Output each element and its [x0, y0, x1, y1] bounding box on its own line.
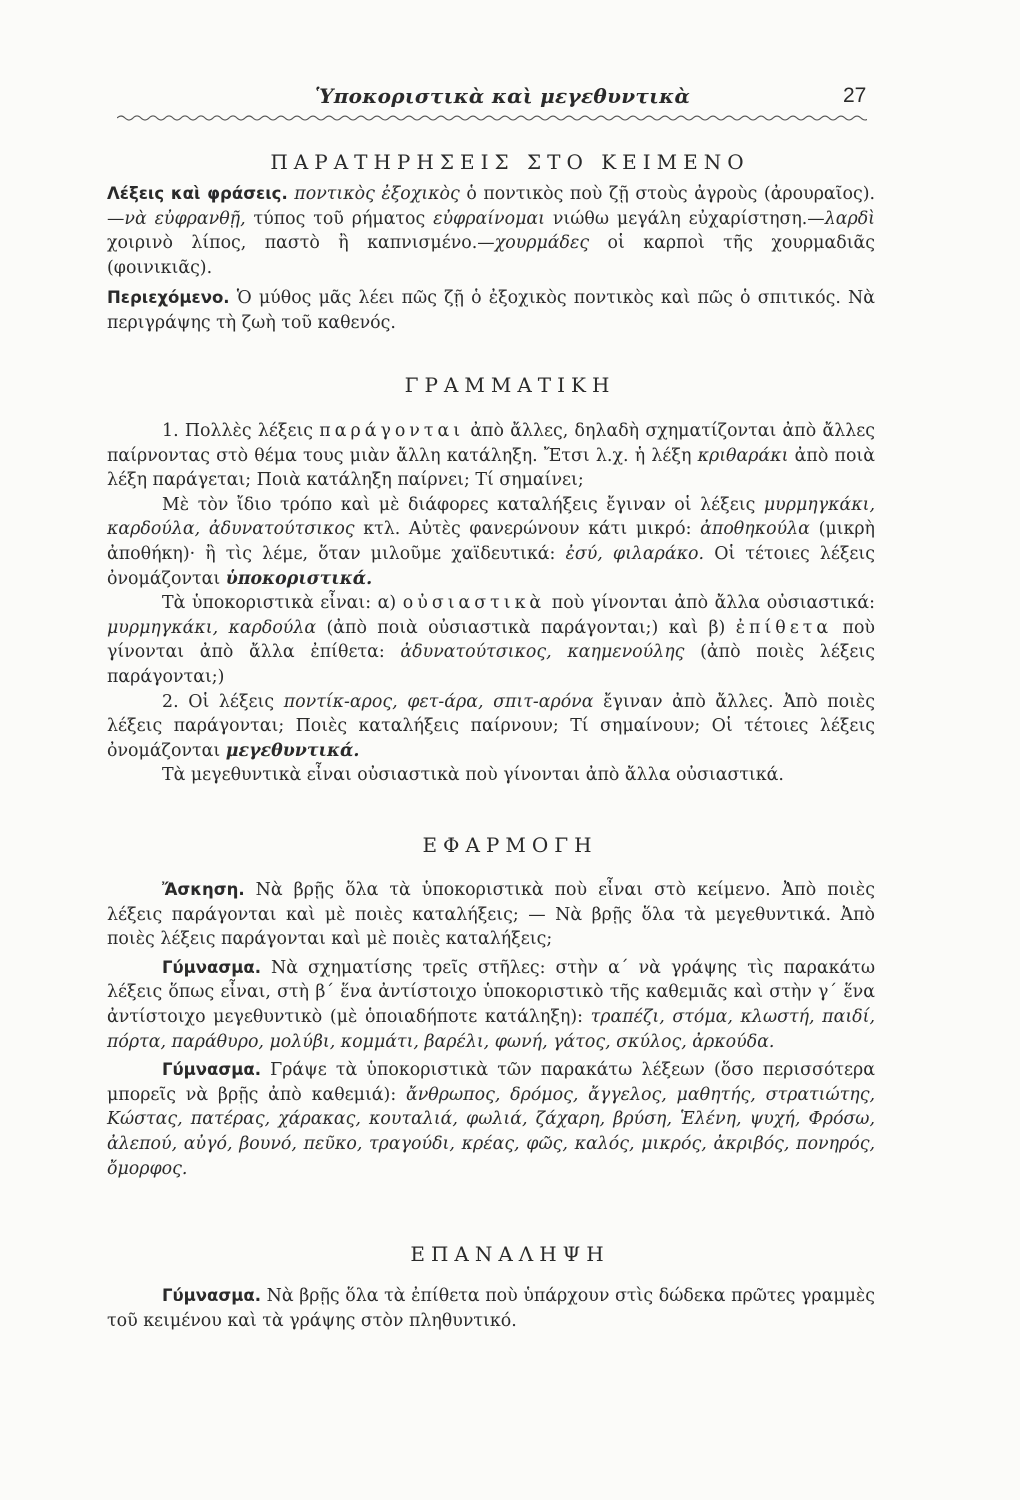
- grammar-section: [107, 419, 875, 788]
- grammar-paragraph-5: Τὰ μεγεθυντικὰ εἶναι οὐσιαστικὰ ποὺ γίνονται ἀπὸ ἄλλα οὐσιαστικά.: [162, 765, 784, 786]
- drill-2-paragraph: Γύμνασμα. Γράψε τὰ ὑποκοριστικὰ τῶν παρακάτω λέξεων (ὅσο περισσότερα μπορεῖς νὰ βρῇς ἀπὸ καθεμιά): ἄνθρωπος, δρόμος, ἄγγελος, μαθητής, στρατιώτης, Κώστας, πατέρας, χάρακας, κουταλιά, φωλιά, ζάχαρη, βρύση, Ἑλένη, ψυχή, Φρόσω, ἀλεπού, αὐγό, βουνό, πεῦκο, τραγούδι, κρέας, φῶς, καλός, μικρός, ἀκριβός, πονηρός, ὄμορφος.: [107, 1060, 875, 1179]
- application-heading: ΕΦΑΡΜΟΓΗ: [422, 833, 598, 857]
- review-section: [107, 1284, 875, 1333]
- observations-section: [107, 182, 875, 336]
- running-header-title: Ὑποκοριστικὰ καὶ μεγεθυντικὰ: [315, 84, 691, 108]
- page-number: 27: [843, 84, 867, 107]
- drill-1-paragraph: Γύμνασμα. Νὰ σχηματίσης τρεῖς στῆλες: στὴν α΄ νὰ γράψης τὶς παρακάτω λέξεις ὅπως εἶναι, στὴ β΄ ἕνα ἀντίστοιχο ὑποκοριστικὸ τῆς καθεμιᾶς καὶ στὴν γ΄ ἕνα ἀντίστοιχο μεγεθυντικὸ (μὲ ὁποιαδήποτε κατάληξη): τραπέζι, στόμα, κλωστή, παιδί, πόρτα, παράθυρο, μολύβι, κομμάτι, βαρέλι, φωνή, γάτος, σκύλος, ἀρκούδα.: [107, 957, 875, 1052]
- application-section: [107, 878, 875, 1181]
- observations-heading: ΠΑΡΑΤΗΡΗΣΕΙΣ ΣΤΟ ΚΕΙΜΕΝΟ: [270, 150, 750, 174]
- review-drill-label: Γύμνασμα.: [162, 1286, 261, 1305]
- wavy-rule: [117, 112, 867, 124]
- grammar-paragraph-3: Τὰ ὑποκοριστικὰ εἶναι: α) οὐσιαστικὰ ποὺ γίνονται ἀπὸ ἄλλα οὐσιαστικά: μυρμηγκάκι, καρδούλα (ἀπὸ ποιὰ οὐσιαστικὰ παράγονται;) καὶ β) ἐπίθετα ποὺ γίνονται ἀπὸ ἄλλα ἐπίθετα: ἀδυνατούτσικος, καημενούλης (ἀπὸ ποιὲς λέξεις παράγονται;): [107, 593, 875, 687]
- vocab-label: Λέξεις καὶ φράσεις.: [107, 184, 288, 203]
- vocab-paragraph: Λέξεις καὶ φράσεις. ποντικὸς ἐξοχικὸς ὁ ποντικὸς ποὺ ζῇ στοὺς ἀγροὺς (ἀρουραῖος).—νὰ εὐφρανθῇ, τύπος τοῦ ρήματος εὐφραίνομαι νιώθω μεγάλη εὐχαρίστηση.—λαρδὶ χοιρινὸ λίπος, παστὸ ἢ καπνισμένο.—χουρμάδες οἱ καρποὶ τῆς χουρμαδιᾶς (φοινικιᾶς).: [107, 184, 876, 278]
- exercise-label: Ἄσκηση.: [162, 880, 245, 899]
- drill-2-label: Γύμνασμα.: [162, 1060, 261, 1080]
- grammar-paragraph-2: Μὲ τὸν ἴδιο τρόπο καὶ μὲ διάφορες καταλήξεις ἔγιναν οἱ λέξεις μυρμηγκάκι, καρδούλα, ἀδυνατούτσικος κτλ. Αὐτὲς φανερώνουν κάτι μικρό: ἀποθηκούλα (μικρὴ ἀποθήκη)· ἢ τὶς λέμε, ὅταν μιλοῦμε χαϊδευτικά: ἐσύ, φιλαράκο. Οἱ τέτοιες λέξεις ὀνομάζονται ὑποκοριστικά.: [107, 494, 875, 589]
- content-paragraph: Περιεχόμενο. Ὁ μύθος μᾶς λέει πῶς ζῇ ὁ ἐξοχικὸς ποντικὸς καὶ πῶς ὁ σπιτικός. Νὰ περιγράψης τὴ ζωὴ τοῦ καθενός.: [107, 288, 875, 333]
- grammar-paragraph-1: 1. Πολλὲς λέξεις παράγονται ἀπὸ ἄλλες, δηλαδὴ σχηματίζονται ἀπὸ ἄλλες παίρνοντας στὸ θέμα τους μιὰν ἄλλη κατάληξη. Ἔτσι λ.χ. ἡ λέξη κριθαράκι ἀπὸ ποιὰ λέξη παράγεται; Ποιὰ κατάληξη παίρνει; Τί σημαίνει;: [107, 421, 875, 491]
- review-paragraph: Γύμνασμα. Νὰ βρῇς ὅλα τὰ ἐπίθετα ποὺ ὑπάρχουν στὶς δώδεκα πρῶτες γραμμὲς τοῦ κειμένου καὶ τὰ γράψης στὸν πληθυντικό.: [107, 1286, 875, 1331]
- exercise-paragraph: Ἄσκηση. Νὰ βρῇς ὅλα τὰ ὑποκοριστικὰ ποὺ εἶναι στὸ κείμενο. Ἀπὸ ποιὲς λέξεις παράγονται καὶ μὲ ποιὲς καταλήξεις; — Νὰ βρῇς ὅλα τὰ μεγεθυντικά. Ἀπὸ ποιὲς λέξεις παράγονται καὶ μὲ ποιὲς καταλήξεις;: [107, 880, 875, 950]
- grammar-paragraph-4: 2. Οἱ λέξεις ποντίκ-αρος, φετ-άρα, σπιτ-αρόνα ἔγιναν ἀπὸ ἄλλες. Ἀπὸ ποιὲς λέξεις παράγονται; Ποιὲς καταλήξεις παίρνουν; Τί σημαίνουν; Οἱ τέτοιες λέξεις ὀνομάζονται μεγεθυντικά.: [107, 691, 875, 761]
- drill-1-label: Γύμνασμα.: [162, 957, 261, 977]
- content-label: Περιεχόμενο.: [107, 288, 230, 308]
- review-heading: ΕΠΑΝΑΛΗΨΗ: [410, 1242, 610, 1266]
- grammar-heading: ΓΡΑΜΜΑΤΙΚΗ: [404, 373, 616, 397]
